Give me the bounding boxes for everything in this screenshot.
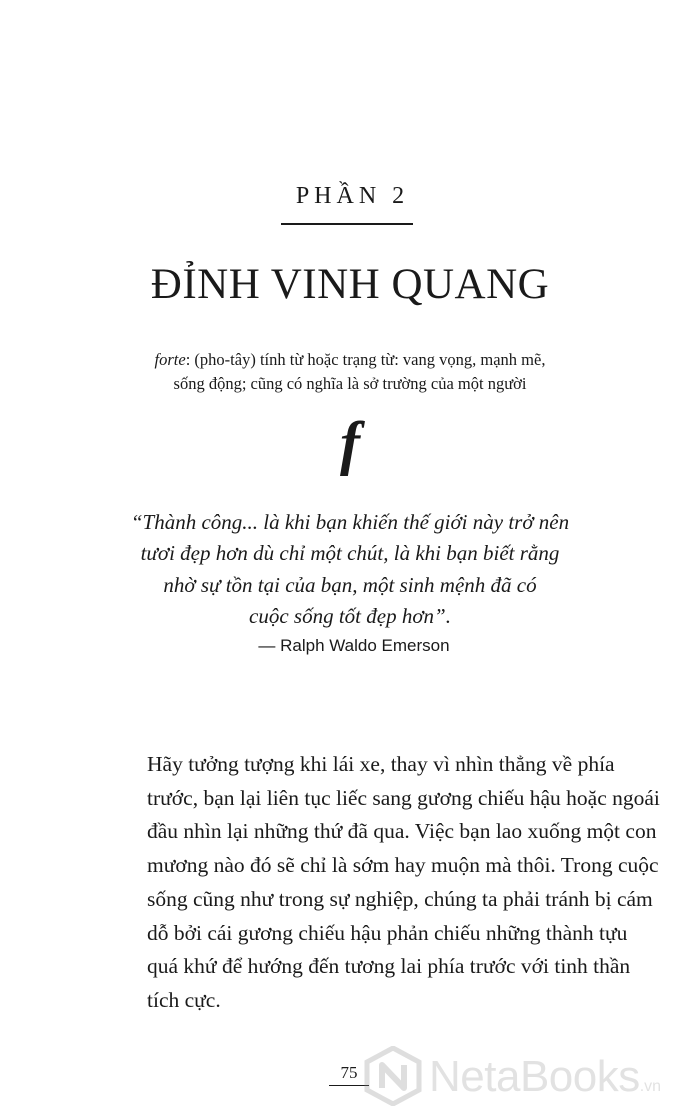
chapter-title: ĐỈNH VINH QUANG bbox=[150, 261, 550, 308]
body-line: trước, bạn lại liên tục liếc sang gương chiếu hậu hoặc ngoái bbox=[147, 785, 660, 810]
netabooks-logo-icon bbox=[363, 1046, 423, 1106]
definition-line-1 bbox=[0, 348, 700, 372]
watermark-brand-name: NetaBooks bbox=[429, 1052, 640, 1101]
definition-line-2: sống động; cũng có nghĩa là sở trường của một người bbox=[173, 374, 527, 393]
page-number: 75 bbox=[340, 1063, 358, 1082]
quote-line: cuộc sống tốt đẹp hơn”. bbox=[249, 603, 451, 628]
quote-line: nhờ sự tồn tại của bạn, một sinh mệnh đã có bbox=[163, 572, 537, 597]
part-label: PHẦN 2 bbox=[295, 183, 410, 209]
body-line: Hãy tưởng tượng khi lái xe, thay vì nhìn thẳng về phía bbox=[147, 752, 615, 776]
body-line: tích cực. bbox=[147, 987, 221, 1012]
body-line: đầu nhìn lại những thứ đã qua. Việc bạn lao xuống một con bbox=[147, 819, 657, 844]
quote-attribution: — Ralph Waldo Emerson bbox=[258, 636, 450, 655]
watermark-tld: .vn bbox=[639, 1078, 662, 1095]
body-paragraph bbox=[0, 748, 700, 1018]
quote-line: tươi đẹp hơn dù chỉ một chút, là khi bạn biết rằng bbox=[140, 541, 560, 566]
body-line: quá khứ để hướng đến tương lai phía trước với tinh thần bbox=[147, 954, 631, 979]
watermark bbox=[355, 1042, 695, 1112]
body-line: mương nào đó sẽ chỉ là sớm hay muộn mà thôi. Trong cuộc bbox=[147, 853, 659, 878]
epigraph-quote bbox=[0, 507, 700, 632]
definition-term: forte bbox=[154, 350, 186, 369]
watermark-brand bbox=[429, 1052, 661, 1112]
forte-symbol: f bbox=[340, 410, 360, 476]
definition-block bbox=[0, 348, 700, 396]
body-line: sống cũng như trong sự nghiệp, chúng ta phải tránh bị cám bbox=[147, 886, 653, 911]
part-divider bbox=[281, 223, 413, 225]
quote-line: “Thành công... là khi bạn khiến thế giới này trở nên bbox=[130, 510, 570, 534]
definition-text-1: : (pho-tây) tính từ hoặc trạng từ: vang vọng, mạnh mẽ, bbox=[185, 350, 546, 369]
body-line: dỗ bởi cái gương chiếu hậu phản chiếu những thành tựu bbox=[147, 920, 628, 945]
